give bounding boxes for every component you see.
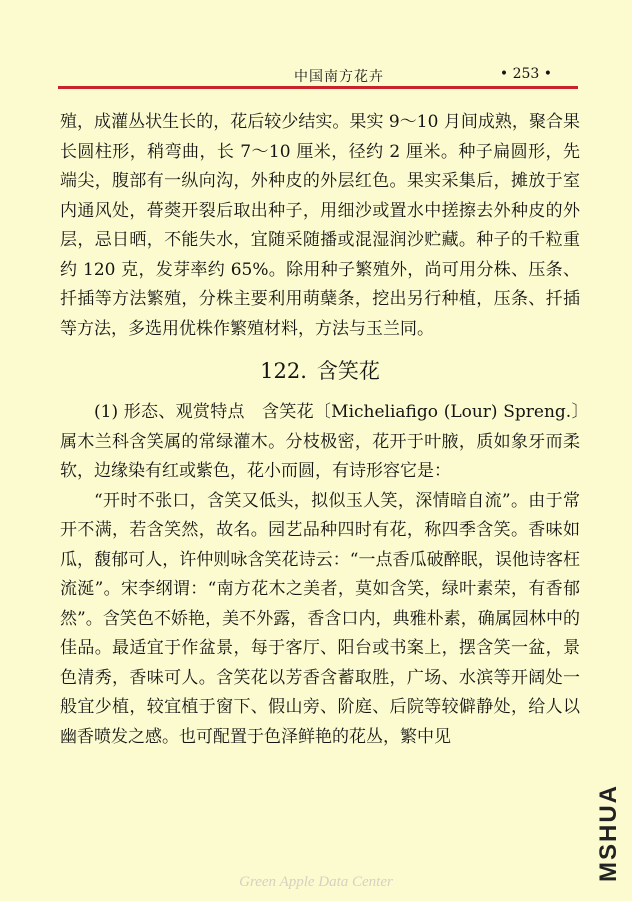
watermark-text: Green Apple Data Center: [239, 874, 393, 890]
body-paragraph-2: (1) 形态、观赏特点 含笑花〔Micheliafigo (Lour) Spreng.〕属木兰科含笑属的常绿灌木。分枝极密，花开于叶腋，质如象牙而柔软，边缘染有红或紫色，花小而圆，有诗形容它是：: [60, 402, 580, 481]
section-heading: [60, 354, 580, 388]
header-rule: [58, 86, 578, 89]
body-paragraph-1: 殖，成灌丛状生长的，花后较少结实。果实 9～10 月间成熟，聚合果长圆柱形，稍弯曲，长 7～10 厘米，径约 2 厘米。种子扁圆形，先端尖，腹部有一纵向沟，外种皮的外层红色。果实采集后，摊放于室内通风处，蓇葖开裂后取出种子，用细沙或置水中搓擦去外种皮的外层，忌日晒，不能失水，宜随采随播或混湿润沙贮藏。种子的千粒重约 120 克，发芽率约 65%。除用种子繁殖外，尚可用分株、压条、扦插等方法繁殖，分株主要利用萌蘖条，挖出另行种植，压条、扦插等方法，多选用优株作繁殖材料，方法与玉兰同。: [60, 112, 580, 339]
page-body: [60, 108, 580, 752]
stamp-mark: [596, 784, 626, 884]
body-paragraph-3: “开时不张口，含笑又低头，拟似玉人笑，深情暗自流”。由于常开不满，若含笑然，故名。园艺品种四时有花，称四季含笑。香味如瓜，馥郁可人，许仲则咏含笑花诗云：“一点香瓜破醉眠，误他诗客枉流涎”。宋李纲谓：“南方花木之美者，莫如含笑，绿叶素荣，有香郁然”。含笑色不娇艳，美不外露，香含口内，典雅朴素，确属园林中的佳品。最适宜于作盆景，每于客厅、阳台或书案上，摆含笑一盆，景色清秀，香味可人。含笑花以芳香含蓄取胜，广场、水滨等开阔处一般宜少植，较宜植于窗下、假山旁、阶庭、后院等较僻静处，给人以幽香喷发之感。也可配置于色泽鲜艳的花丛，繁中见: [60, 490, 580, 747]
stamp-text: MSHUA: [595, 784, 622, 882]
running-title: 中国南方花卉: [294, 69, 384, 85]
section-number: 122.: [260, 359, 307, 383]
page-number: • 253 •: [499, 66, 552, 82]
page-header: [58, 60, 578, 86]
section-title: 含笑花: [316, 359, 380, 383]
